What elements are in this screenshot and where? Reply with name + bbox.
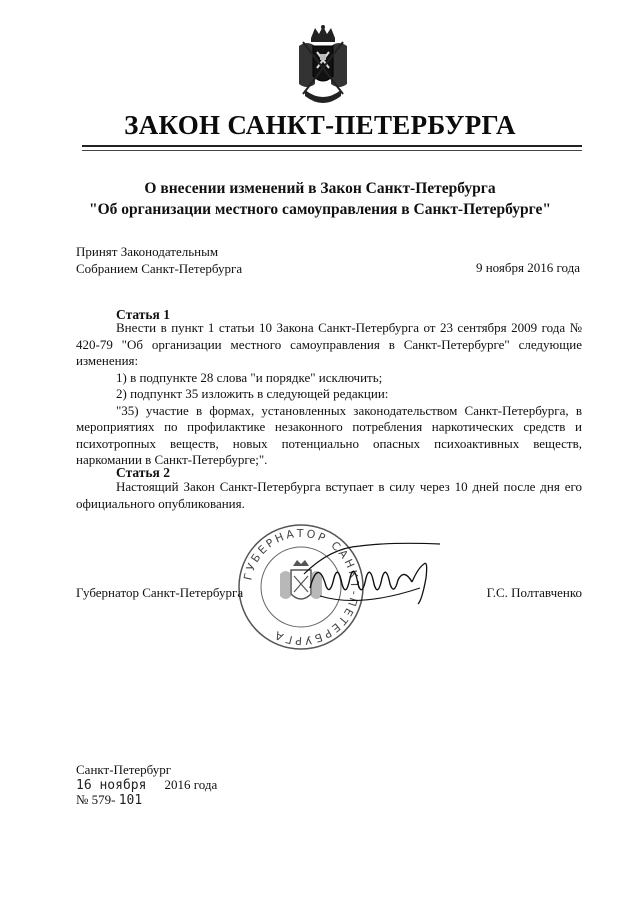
subject-line-1: О внесении изменений в Закон Санкт-Петербурга xyxy=(144,180,496,197)
law-subject xyxy=(60,178,580,220)
adoption-line-1: Принят Законодательным xyxy=(76,244,219,259)
registration-number xyxy=(76,792,142,810)
adoption-info xyxy=(76,244,242,277)
signing-place: Санкт-Петербург xyxy=(76,762,172,777)
adoption-line-2: Собранием Санкт-Петербурга xyxy=(76,260,243,276)
article-1-paragraph: 2) подпункт 35 изложить в следующей редакции: xyxy=(116,386,389,401)
handwritten-signature-icon xyxy=(300,538,450,608)
number-stamp: 101 xyxy=(118,793,143,808)
date-stamp: 16 ноября xyxy=(76,778,147,793)
seal-text: ГУБЕРНАТОР САНКТ-ПЕТЕРБУРГА xyxy=(241,526,362,648)
article-2-body xyxy=(76,479,582,512)
signatory-name: Г.С. Полтавченко xyxy=(486,585,582,600)
date-year: 2016 года xyxy=(164,777,218,792)
title-rule-thick xyxy=(82,145,582,147)
article-1-paragraph: "35) участие в формах, установленных законодательством Санкт-Петербурга, в мероприятиях по профилактике незаконного потребления наркотических средств и психотропных веществ, новых потенциально опасных психоактивных веществ, наркомании в Санкт-Петербурге;". xyxy=(76,402,582,467)
subject-line-2: "Об организации местного самоуправления в Санкт-Петербурге" xyxy=(88,201,551,218)
article-1-paragraph: Внести в пункт 1 статьи 10 Закона Санкт-Петербурга от 23 сентября 2009 года № 420-79 "Об организации местного самоуправления в Санкт-Петербурге" следующие изменения: xyxy=(76,320,582,368)
signatory-title: Губернатор Санкт-Петербурга xyxy=(76,585,244,600)
number-prefix: № 579- xyxy=(76,792,116,807)
article-1-heading: Статья 1 xyxy=(116,307,170,322)
coat-of-arms-icon xyxy=(291,24,355,110)
article-2-heading: Статья 2 xyxy=(116,465,170,480)
article-1-paragraph: 1) в подпункте 28 слова "и порядке" исключить; xyxy=(116,369,383,385)
article-2-paragraph: Настоящий Закон Санкт-Петербурга вступает в силу через 10 дней после дня его официального опубликования. xyxy=(76,479,582,511)
title-rule-thin xyxy=(82,150,582,151)
law-title: ЗАКОН САНКТ-ПЕТЕРБУРГА xyxy=(124,110,516,140)
adoption-date: 9 ноября 2016 года xyxy=(475,260,580,275)
article-1-body xyxy=(76,320,582,469)
